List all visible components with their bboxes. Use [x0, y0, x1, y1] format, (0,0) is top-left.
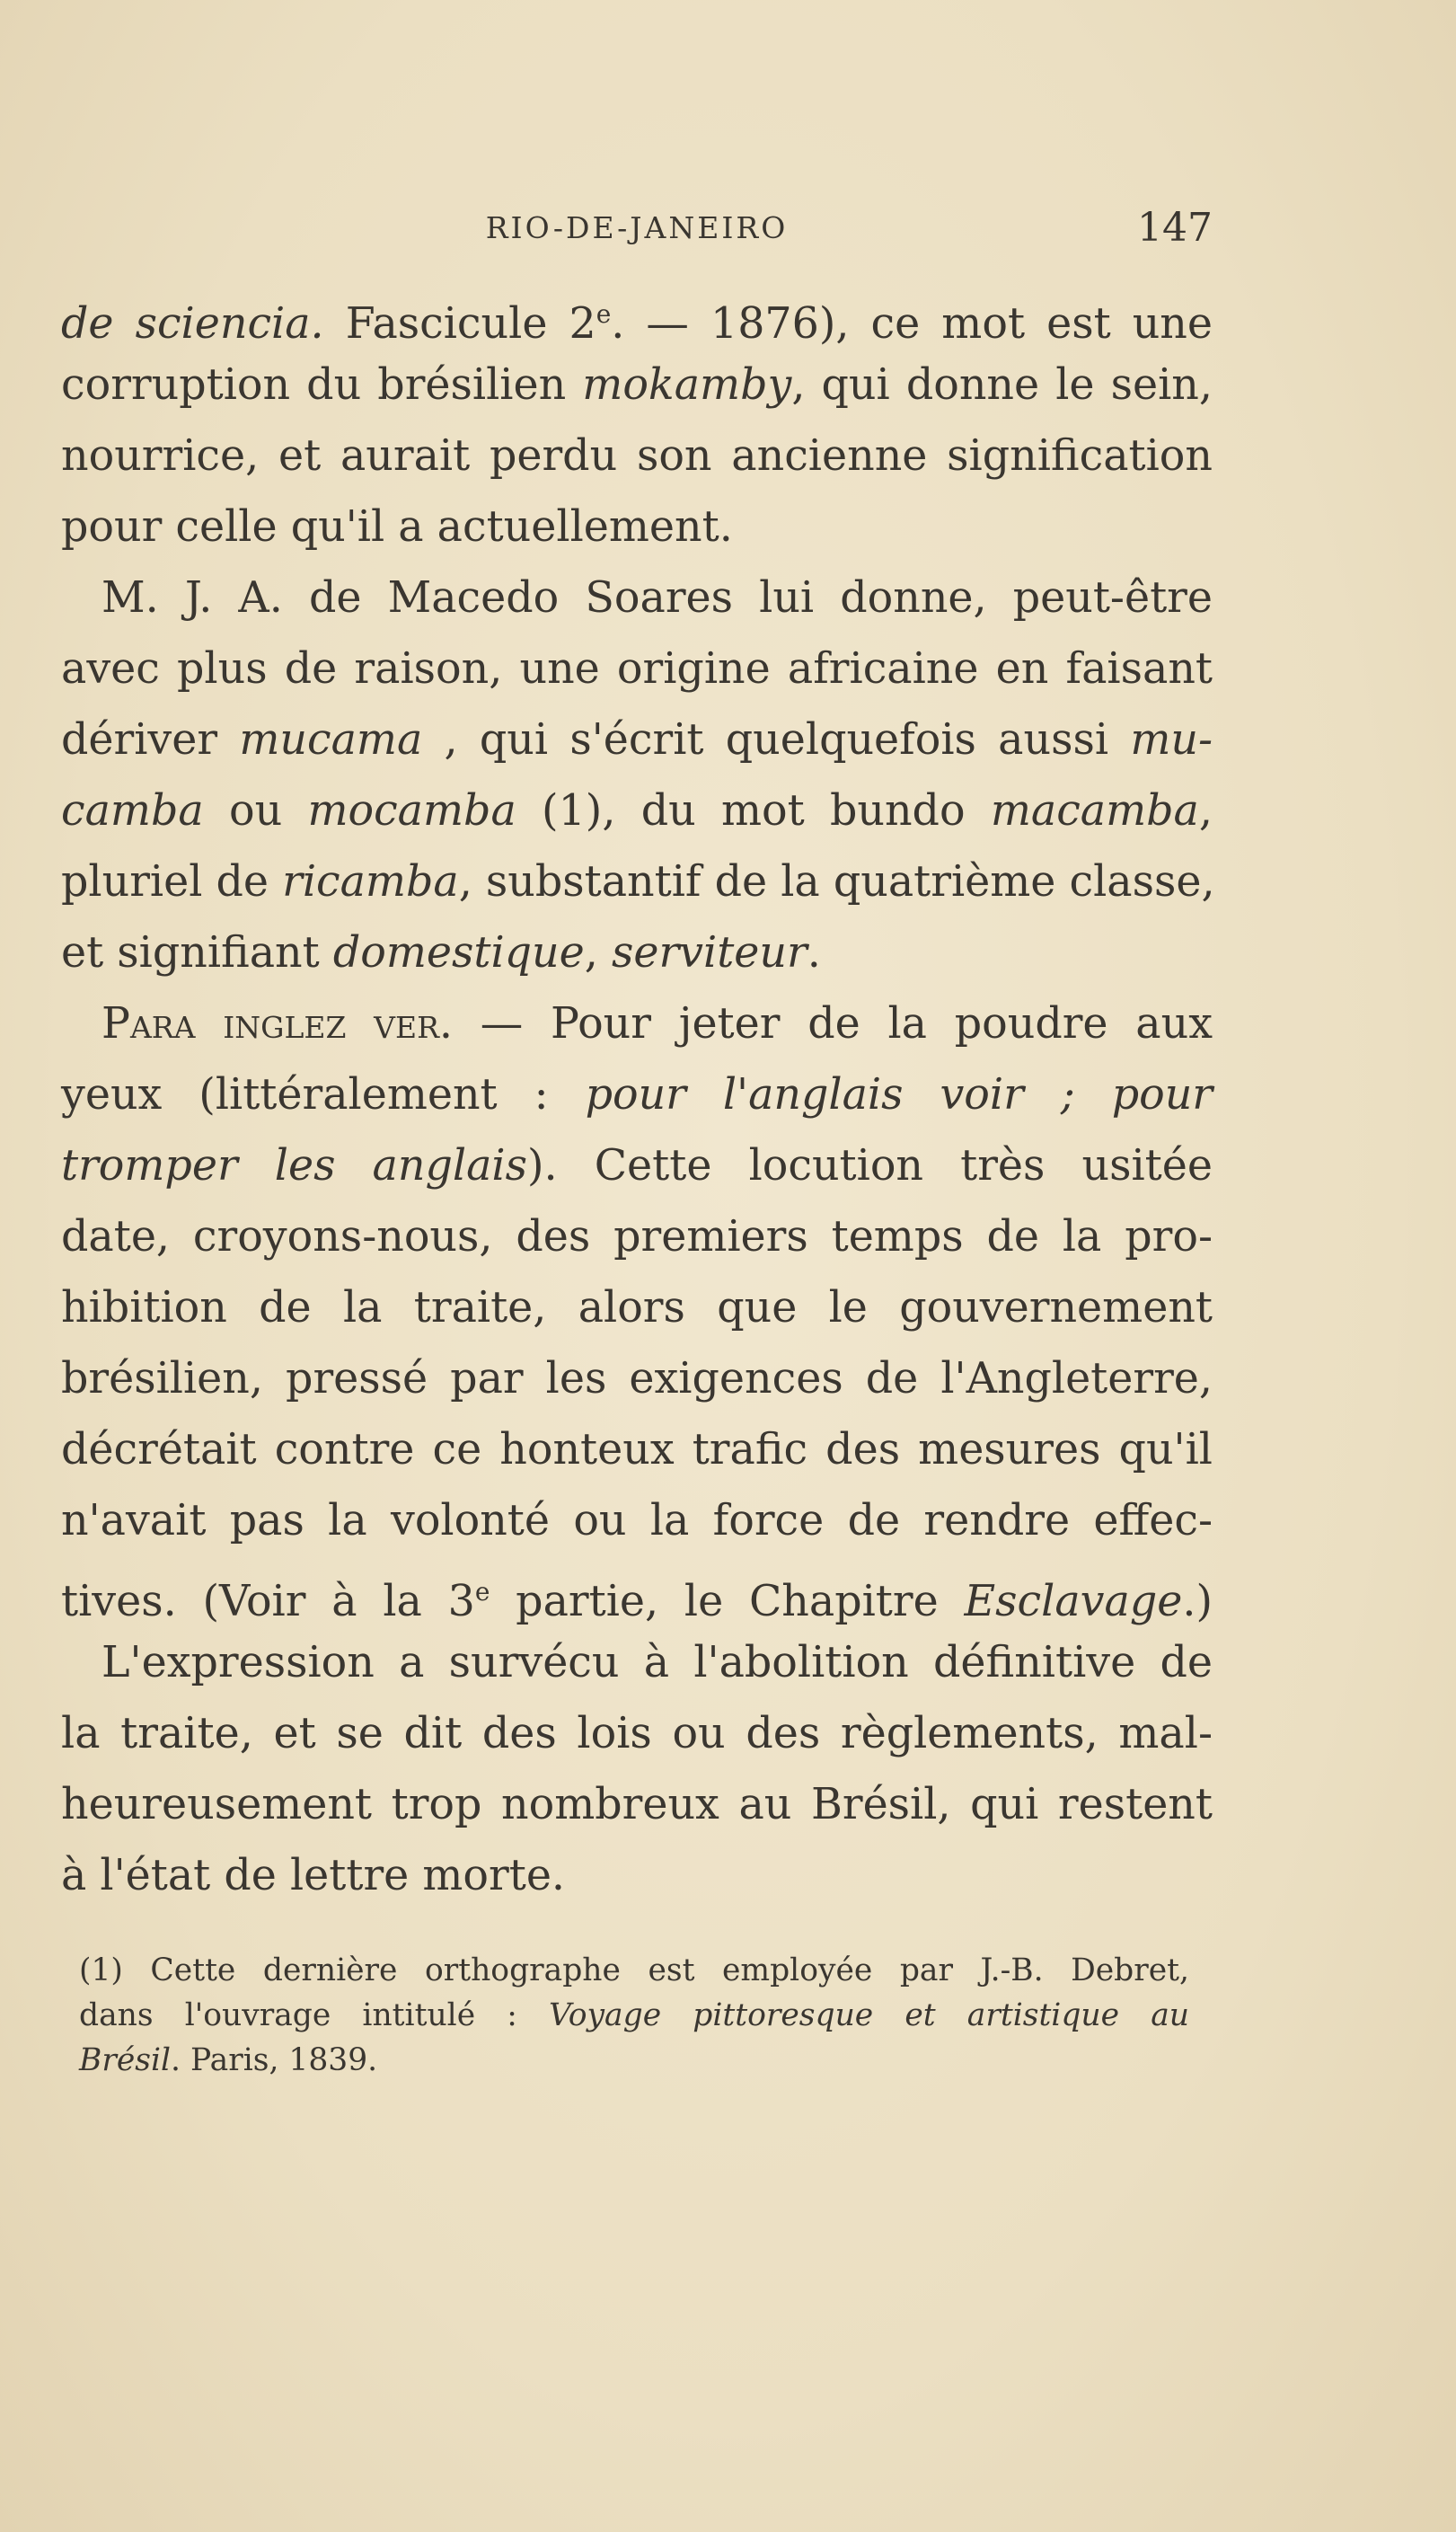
entry-heading: Para inglez ver.	[101, 999, 454, 1049]
text-span: macamba	[990, 786, 1199, 836]
text-line	[61, 279, 1213, 350]
text-span: Fascicule 2	[323, 298, 596, 349]
text-span: camba	[61, 786, 204, 836]
text-span: tives. (Voir à la 3	[61, 1576, 475, 1626]
text-line	[61, 917, 1213, 988]
text-line	[61, 775, 1213, 846]
text-line	[61, 1556, 1213, 1627]
text-span: yeux (littéralement :	[61, 1070, 586, 1120]
text-span: mokamby	[582, 360, 792, 410]
text-span: ,	[1198, 786, 1213, 836]
footnote-line	[79, 1993, 1189, 2038]
text-line: L'expression a survécu à l'abolition définitive de	[101, 1638, 1213, 1687]
running-title: RIO-DE-JANEIRO	[485, 210, 789, 245]
text-line: décrétait contre ce honteux trafic des mesures qu'il	[61, 1425, 1213, 1474]
superscript: e	[596, 299, 612, 329]
text-span: corruption du brésilien	[61, 360, 583, 410]
text-span: pour l'anglais voir ; pour	[585, 1070, 1213, 1120]
text-line	[61, 988, 1213, 1059]
text-span: , substantif de la quatrième classe,	[458, 857, 1215, 907]
text-line: n'avait pas la volonté ou la force de rendre effec-	[61, 1496, 1213, 1545]
text-span: Brésil	[79, 2042, 172, 2078]
text-span: tromper les anglais	[61, 1141, 527, 1191]
footnote-ref-text: (1), du mot bundo	[516, 786, 991, 836]
main-text	[61, 279, 1213, 1911]
text-span: mocamba	[307, 786, 516, 836]
text-line	[61, 1059, 1213, 1130]
text-span: ou	[203, 786, 308, 836]
text-span: Esclavage	[964, 1576, 1183, 1626]
text-span: , qui s'écrit quelquefois aussi	[422, 715, 1131, 765]
text-span: mu-	[1130, 715, 1213, 765]
text-span: mucama	[239, 715, 423, 765]
text-line: pour celle qu'il a actuellement.	[61, 502, 733, 552]
text-line: hibition de la traite, alors que le gouvernement	[61, 1283, 1213, 1332]
text-line: M. J. A. de Macedo Soares lui donne, peut-être	[101, 573, 1213, 623]
text-span: .)	[1182, 1576, 1213, 1626]
text-line: nourrice, et aurait perdu son ancienne signification	[61, 431, 1213, 481]
text-span: serviteur	[611, 928, 807, 978]
text-line	[61, 704, 1213, 775]
footnote-line: (1) Cette dernière orthographe est employée par J.-B. Debret,	[79, 1952, 1189, 1988]
text-span: dans l'ouvrage intitulé :	[79, 1997, 550, 2033]
text-line	[61, 1130, 1213, 1201]
page-number: 147	[1137, 205, 1213, 251]
running-head	[61, 205, 1213, 259]
text-span: . Paris, 1839.	[171, 2042, 378, 2078]
footnote	[79, 1948, 1189, 2083]
text-line	[61, 350, 1213, 421]
text-span: et signifiant	[61, 928, 333, 978]
text-line: brésilien, pressé par les exigences de l'Angleterre,	[61, 1354, 1213, 1403]
text-span: ,	[584, 928, 612, 978]
text-span: ). Cette locution très usitée	[526, 1141, 1213, 1191]
text-span: — Pour jeter de la poudre aux	[453, 999, 1213, 1049]
text-span: .	[807, 928, 821, 978]
text-line: date, croyons-nous, des premiers temps de la pro-	[61, 1212, 1213, 1262]
text-span: . — 1876), ce mot est une	[611, 298, 1213, 349]
text-line: avec plus de raison, une origine africaine en faisant	[61, 644, 1213, 694]
text-line	[61, 846, 1213, 917]
superscript: e	[474, 1577, 490, 1607]
text-span: ricamba	[282, 857, 459, 907]
text-line: la traite, et se dit des lois ou des règlements, mal-	[61, 1709, 1213, 1758]
text-line: heureusement trop nombreux au Brésil, qui restent	[61, 1780, 1213, 1829]
text-span: , qui donne le sein,	[791, 360, 1213, 410]
text-span: partie, le Chapitre	[490, 1576, 965, 1626]
text-span: de sciencia.	[61, 298, 324, 349]
text-span: pluriel de	[61, 857, 283, 907]
text-span: Voyage pittoresque et artistique au	[549, 1997, 1189, 2033]
text-line: à l'état de lettre morte.	[61, 1851, 566, 1900]
text-span: dériver	[61, 715, 240, 765]
text-span: domestique	[332, 928, 585, 978]
footnote-line	[79, 2038, 1189, 2083]
